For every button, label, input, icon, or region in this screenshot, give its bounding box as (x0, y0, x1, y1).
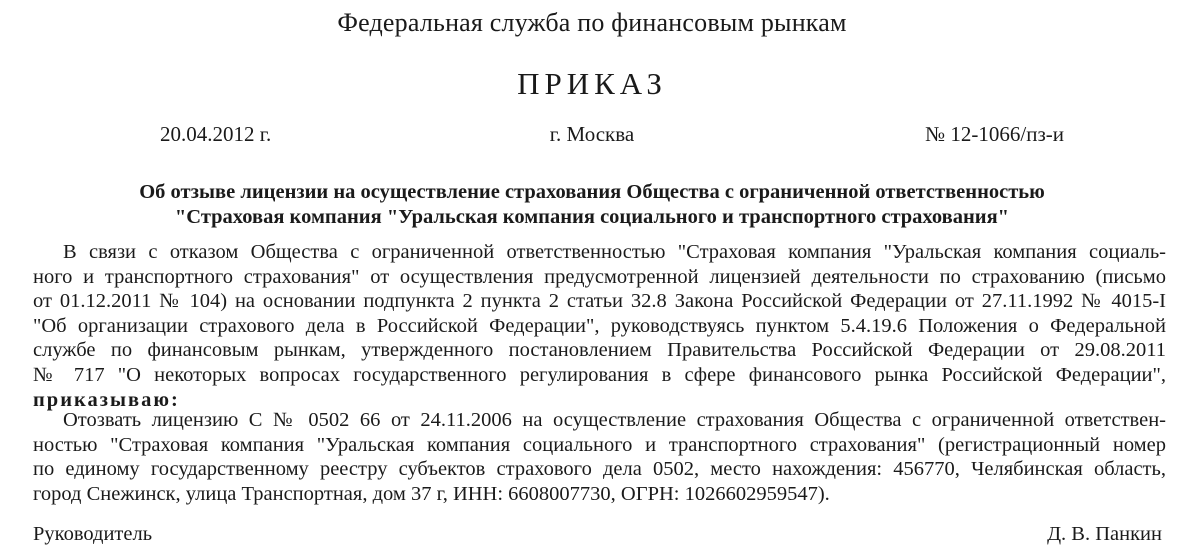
paragraph-line: № 717 "О некоторых вопросах государственного регулирования в сфере финансового рынка Российской Федерации", (33, 363, 1166, 386)
paragraph-line: город Снежинск, улица Транспортная, дом 37 г, ИНН: 6608007730, ОГРН: 1026602959547). (33, 482, 830, 505)
document-subject (0, 180, 1184, 230)
paragraph-line: Отозвать лицензию С № 0502 66 от 24.11.2006 на осуществление страхования Общества с ограниченной ответствен- (63, 409, 1166, 431)
order-paragraph (33, 408, 1166, 506)
document-city: г. Москва (549, 122, 635, 146)
subject-line: Об отзыве лицензии на осуществление страхования Общества с ограниченной ответственностью (139, 181, 1045, 203)
paragraph-line: "Об организации страхового дела в Российской Федерации", руководствуясь пунктом 5.4.19.6 Положения о Федеральной (33, 314, 1166, 337)
agency-name: Федеральная служба по финансовым рынкам (337, 8, 847, 37)
preamble-paragraph (33, 240, 1166, 412)
signatory-name: Д. В. Панкин (1047, 523, 1162, 545)
paragraph-line: от 01.12.2011 № 104) на основании подпункта 2 пункта 2 статьи 32.8 Закона Российской Федерации от 27.11.1992 № 4015-I (33, 290, 1166, 313)
paragraph-line: по единому государственному реестру субъектов страхового дела 0502, место нахождения: 456770, Челябинская область, (33, 458, 1166, 481)
document-number: № 12-1066/пз-и (925, 122, 1064, 146)
document-date: 20.04.2012 г. (160, 122, 272, 146)
paragraph-line: службе по финансовым рынкам, утвержденного постановлением Правительства Российской Федерации от 29.08.2011 (33, 339, 1166, 362)
orders-keyword: приказываю: (33, 388, 180, 411)
paragraph-line: ного и транспортного страхования" от осуществления предусмотренной лицензией деятельности по страхованию (письмо (33, 265, 1166, 288)
document-title: ПРИКАЗ (517, 66, 667, 101)
subject-line: "Страховая компания "Уральская компания социального и транспортного страхования" (174, 206, 1010, 228)
paragraph-line: В связи с отказом Общества с ограниченной ответственностью "Страховая компания "Уральская компания социаль- (63, 241, 1166, 263)
paragraph-line: ностью "Страховая компания "Уральская компания социального и транспортного страхования" (регистрационный номер (33, 433, 1166, 456)
signatory-role: Руководитель (33, 523, 153, 545)
